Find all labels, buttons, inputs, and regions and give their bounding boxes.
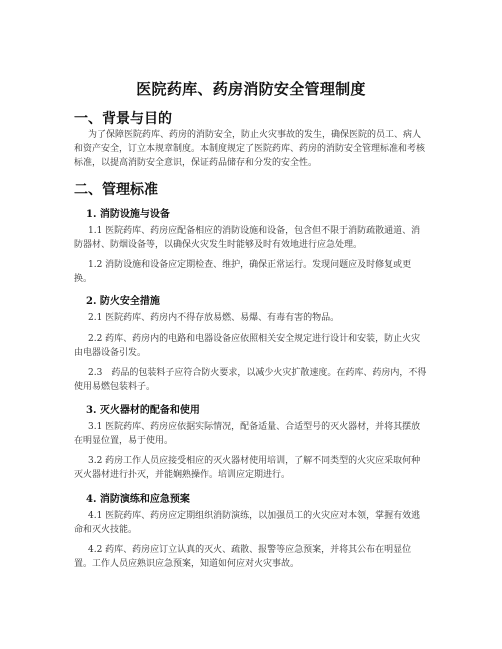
paragraph-background: 为了保障医院药库、药房的消防安全，防止火灾事故的发生，确保医院的员工、病人和资产安全，订立本规章制度。本制度规定了医院药库、药房的消防安全管理标准和考核标准，以提高消防安全意识，保证药品储存和分发的安全性。 [74,130,426,168]
subsection-heading-1: 1. 消防设施与设备 [86,209,170,220]
subsection-heading-3: 3. 灭火器材的配备和使用 [86,405,200,416]
paragraph-2-2: 2.2 药库、药房内的电路和电器设备应依照相关安全规定进行设计和安装，防止火灾由电器设备引发。 [74,334,421,358]
paragraph-4-1: 4.1 医院药库、药房应定期组织消防演练，以加强员工的火灾应对本领，掌握有效逃命和灭火技能。 [74,511,421,535]
paragraph-2-1: 2.1 医院药库、药房内不得存放易燃、易爆、有毒有害的物品。 [88,313,340,323]
section-heading-standards: 二、管理标准 [74,182,158,198]
paragraph-3-2: 3.2 药房工作人员应接受相应的灭火器材使用培训，了解不同类型的火灾应采取何种灭火器材进行扑灭，并能娴熟操作。培训应定期进行。 [74,456,421,480]
subsection-heading-4: 4. 消防演练和应急预案 [86,494,190,505]
paragraph-3-1: 3.1 医院药库、药房应依据实际情况，配备适量、合适型号的灭火器材，并将其摆放在明显位置，易于使用。 [74,422,421,446]
section-heading-background: 一、背景与目的 [74,111,172,127]
document-title: 医院药库、药房消防安全管理制度 [136,80,366,98]
paragraph-4-2: 4.2 药库、药房应订立认真的灭火、疏散、报警等应急预案，并将其公布在明显位置。工作人员应熟识应急预案，知道如何应对火灾事故。 [74,545,412,569]
paragraph-1-2: 1.2 消防设施和设备应定期检查、维护，确保正常运行。发现问题应及时修复或更换。 [74,260,412,284]
paragraph-1-1: 1.1 医院药库、药房应配备相应的消防设施和设备，包含但不限于消防疏散通道、消防器材、防烟设备等，以确保火灾发生时能够及时有效地进行应急处理。 [74,226,421,250]
subsection-heading-2: 2. 防火安全措施 [86,296,160,307]
paragraph-2-3: 2.3 药品的包装料子应符合防火要求，以减少火灾扩散速度。在药库、药房内，不得使用易燃包装料子。 [74,368,427,392]
